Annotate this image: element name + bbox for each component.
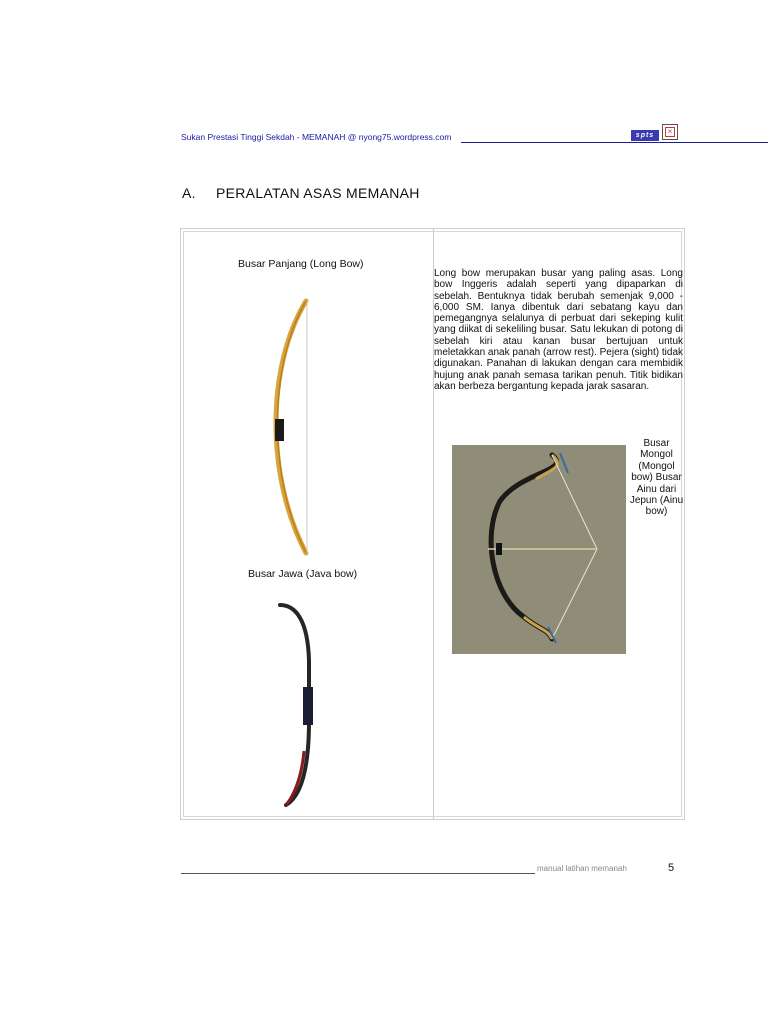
content-table: [180, 228, 685, 820]
spts-logo: spts: [631, 130, 659, 141]
longbow-image: [266, 297, 326, 557]
mongol-bow-drawing: [452, 445, 626, 654]
longbow-caption: Busar Panjang (Long Bow): [238, 258, 364, 270]
description-paragraph: Long bow merupakan busar yang paling asas. Long bow Inggeris adalah seperti yang dipaparkan di sebelah. Bentuknya tidak berubah semenjak 9,000 - 6,000 SM. Ianya dibentuk dari sebatang kayu dan pemegangnya selalunya di perbuat dari sekeping kulit yang diikat di sekeliling busar. Satu lekukan di potong di sebelah kiri atau kanan busar bertujuan untuk meletakkan anak panah (arrow rest). Pejera (sight) tidak digunakan. Panahan di lakukan dengan cara membidik hujung anak panah semasa tarikan penuh. Titik bidikan akan berbeza bergantung kepada jarak sasaran.: [434, 268, 684, 392]
section-title: PERALATAN ASAS MEMANAH: [216, 185, 420, 201]
header-text: Sukan Prestasi Tinggi Sekdah - MEMANAH @ nyong75.wordpress.com: [181, 132, 452, 142]
javabow-caption: Busar Jawa (Java bow): [248, 568, 358, 580]
close-icon-glyph: ×: [665, 127, 675, 137]
javabow-image: [276, 601, 326, 813]
section-number: A.: [182, 185, 196, 201]
page-header: [181, 127, 681, 146]
mongol-bow-photo: [452, 445, 626, 654]
header-rule: [461, 142, 768, 143]
mongol-ainu-caption: Busar Mongol (Mongol bow) Busar Ainu dari Jepun (Ainu bow): [629, 438, 684, 518]
close-icon[interactable]: [662, 124, 678, 140]
section-heading: [182, 185, 420, 201]
footer-text: manual latihan memanah: [537, 864, 627, 873]
page-number: 5: [668, 862, 675, 874]
footer-rule: [181, 873, 535, 874]
